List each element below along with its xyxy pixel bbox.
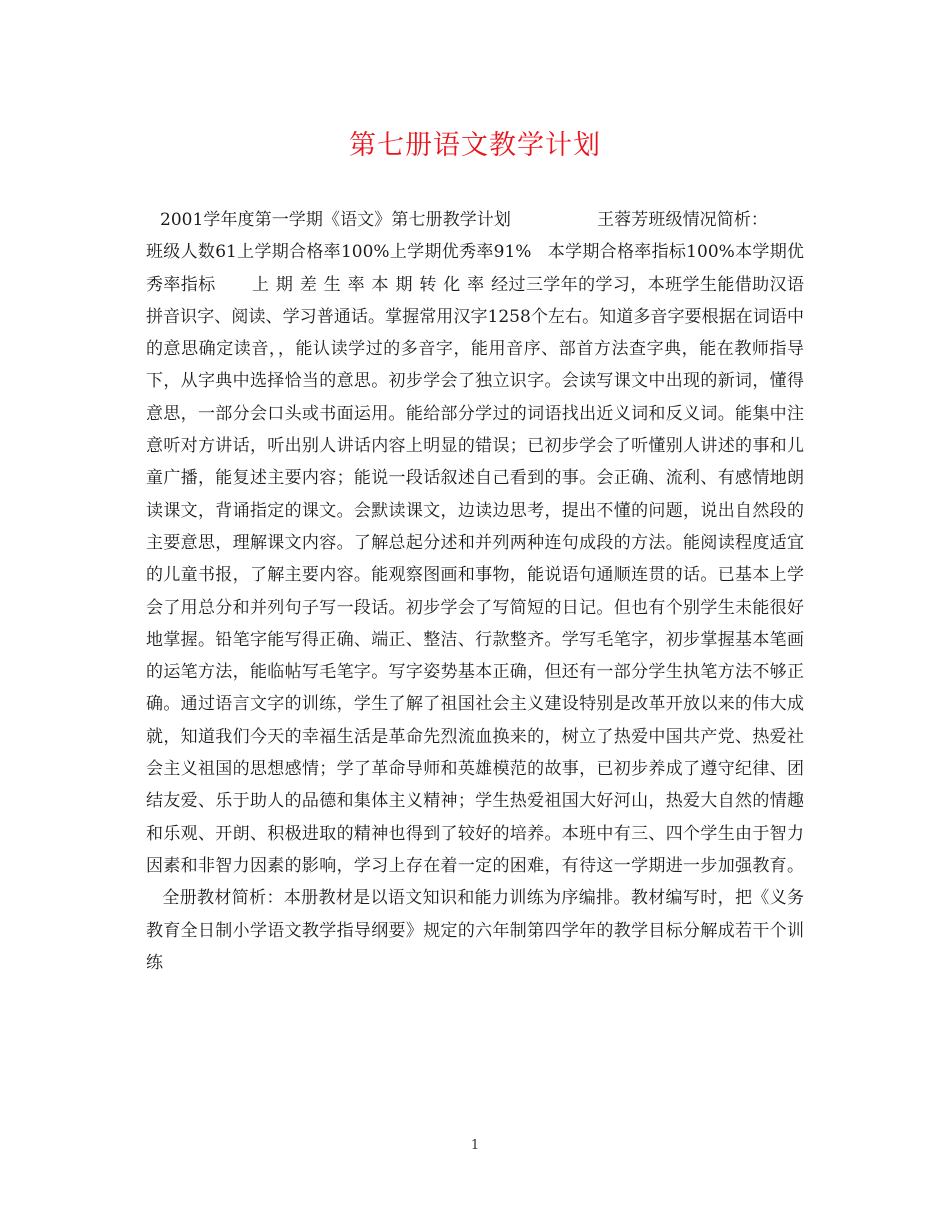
stat-spaced-labels: 上期差生率本期转化率: [251, 274, 492, 295]
materials-body: 本册教材是以语文知识和能力训练为序编排。教材编写时，把《义务教育全日制小学语文教学指导纲要》规定的六年制第四学年的教学目标分解成若干个训练: [146, 888, 805, 973]
author-label: 王蓉芳班级情况简析：: [597, 210, 769, 230]
document-title: 第七册语文教学计划: [349, 130, 601, 161]
materials-heading: 全册教材简析：: [162, 888, 284, 909]
stat-target-pass-rate: 本学期合格率指标100%: [547, 242, 735, 263]
stat-class-size: 班级人数61: [146, 242, 237, 263]
body-paragraph: 经过三学年的学习，本班学生能借助汉语拼音识字、阅读、学习普通话。掌握常用汉字1258个左右。知道多音字要根据在词语中的意思确定读音，，能认读学过的多音字，能用音序、部首方法查字典，能在教师指导下，从字典中选择恰当的意思。初步学会了独立识字。会读写课文中出现的新词，懂得意思，一部分会口头或书面运用。能给部分学过的词语找出近义词和反义词。能集中注意听对方讲话，听出别人讲话内容上明显的错误；已初步学会了听懂别人讲述的事和儿童广播，能复述主要内容；能说一段话叙述自己看到的事。会正确、流利、有感情地朗读课文，背诵指定的课文。会默读课文，边读边思考，提出不懂的问题，说出自然段的主要意思，理解课文内容。了解总起分述和并列两种连句成段的方法。能阅读程度适宜的儿童书报，了解主要内容。能观察图画和事物，能说语句通顺连贯的话。已基本上学会了用总分和并列句子写一段话。初步学会了写简短的日记。但也有个别学生未能很好地掌握。铅笔字能写得正确、端正、整洁、行款整齐。学写毛笔字，初步掌握基本笔画的运笔方法，能临帖写毛笔字。写字姿势基本正确，但还有一部分学生执笔方法不够正确。通过语言文字的训练，学生了解了祖国社会主义建设特别是改革开放以来的伟大成就，知道我们今天的幸福生活是革命先烈流血换来的，树立了热爱中国共产党、热爱社会主义祖国的思想感情；学了革命导师和英雄模范的故事，已初步养成了遵守纪律、团结友爱、乐于助人的品德和集体主义精神；学生热爱祖国大好河山，热爱大自然的情趣和乐观、开朗、积极进取的精神也得到了较好的培养。本班中有三、四个学生由于智力因素和非智力因素的影响，学习上存在着一定的困难，有待这一学期进一步加强教育。: [146, 274, 804, 876]
stat-last-excellent-rate: 上学期优秀率91%: [389, 242, 532, 263]
stat-last-pass-rate: 上学期合格率100%: [236, 242, 390, 263]
header-line: 2001学年度第一学期《语文》第七册教学计划: [160, 210, 511, 230]
stat-target-excellent-rate: 本学期优秀率指标: [146, 242, 805, 295]
document-body: [146, 204, 804, 979]
page-number: 1: [470, 1138, 480, 1153]
